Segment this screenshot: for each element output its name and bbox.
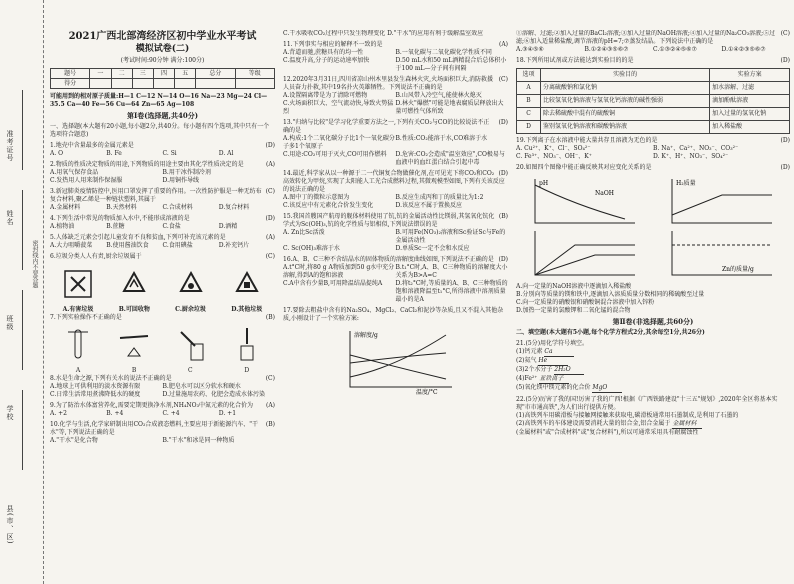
question-stem: 7.下列实验操作不正确的是 [50, 314, 122, 321]
question-answer: (B) [265, 421, 275, 428]
question-list [50, 375, 275, 445]
column-2 [283, 30, 508, 580]
recycle-labels [50, 306, 275, 314]
table-row [517, 121, 790, 134]
question-stem: 19.下列离子在水溶液中能大量共存且溶液为无色的是 [516, 137, 658, 144]
option: B.用干冰作制冷剂 [162, 169, 211, 176]
option: B."干水"和冰是同一种物质 [162, 437, 235, 444]
exp-cell: 加入稀盐酸 [710, 121, 790, 134]
option: A.图中丁的微粒示意图为 [283, 194, 350, 201]
graphs-grid [516, 175, 790, 283]
fill-item: (2)高铁列车的车体建设需要消耗大量的铝合金,铝合金属于 [516, 420, 671, 427]
question [283, 170, 508, 210]
exam-note: (考试时间:90分钟 满分:100分) [120, 57, 205, 64]
fill-item: (5)氧化镁中镁元素的化合价 [516, 384, 591, 391]
question-stem: 12.2020年3月31日,四川省凉山州木里县发生森林火灾,火场面积巨大,消防救援人员奋力扑救,其中19名扑火英雄牺牲。下列说法不正确的是 [283, 76, 493, 91]
question [50, 375, 275, 399]
fill-answer[interactable]: MgO [592, 384, 622, 393]
recycle-label: A.有害垃圾 [62, 306, 94, 313]
option: A.③④⑤⑥ [516, 46, 544, 53]
score-header: 四 [153, 69, 174, 79]
question-answer: (A) [265, 402, 275, 409]
part1-instructions: 一、选择题(本大题有20小题,每小题2分,共40分。每小题有四个选项,其中只有一个选项符合题意) [50, 123, 270, 138]
option: A.背道而驰,蔗糖具有的均一性 [283, 49, 364, 56]
pouring-icon [171, 326, 211, 364]
option: D.林火"爆燃"可能是地表腐质层释放出大量可燃性气体所致 [395, 100, 504, 115]
option: B. Fe [106, 150, 122, 157]
question [283, 307, 508, 323]
exp-cell: 比较氢氧化钠溶液与氢氧化钙溶液的碱性强弱 [541, 95, 710, 108]
option: D. Al [218, 150, 234, 157]
binding-label-county: 县(市、区) [6, 505, 14, 545]
option: B.反应生成丙和丁的质量比为1:2 [395, 194, 484, 201]
question-stem: 2.物质的性质决定物质的用途,下列物质的用途主要由其化学性质决定的是 [50, 161, 244, 168]
fill-item: (4)Fe²⁺ [516, 375, 538, 382]
question-stem: 6.垃圾分类人人有责,厨余垃圾属于 [50, 253, 142, 260]
option: A.金属材料 [50, 204, 81, 211]
option: C.食盐 [162, 223, 181, 230]
option: C. Fe³⁺、NO₃⁻、OH⁻、K⁺ [516, 153, 592, 160]
table-row [517, 95, 790, 108]
question-answer: (B) [498, 213, 508, 220]
question-21 [516, 340, 790, 393]
graph-label: Zn的质量/g [721, 266, 754, 273]
question-stem: 8.水是生命之源,下列有关水的说法不正确的是 [50, 375, 172, 382]
question-stem: 17.要除去粗盐中含有的Na₂SO₄、MgCl₂、CaCl₂和泥沙等杂质,且又不混入其他杂质,小刚设计了一个实验方案: [283, 307, 504, 322]
exp-cell: 加水溶解、过滤 [710, 82, 790, 95]
question-stem: 9.为了防治水体富营养化,需要定期更换净水剂,NH₄NO₃中氮元素的化合价为 [50, 402, 254, 409]
binding-strip [0, 0, 44, 584]
question-answer: (D) [265, 142, 275, 149]
option: D.该反应不属于置换反应 [395, 202, 463, 209]
option: A. Zn比Sc活泼 [283, 229, 325, 236]
binding-line [22, 190, 23, 270]
option: B.蔗糖 [106, 223, 125, 230]
question-stem: 16.A、B、C三种不含结晶水的固体物质的溶解度曲线如图,下列说法不正确的是 [283, 256, 494, 263]
fill-answer[interactable]: 亚铁离子 [539, 375, 569, 384]
recycle-symbols [50, 264, 275, 304]
column-1 [50, 30, 275, 580]
question-stem: ①溶解、过滤;②加入过量的BaCl₂溶液;③加入过量的NaOH溶液;④加入过量的Na₂CO₃溶液;⑤过滤;⑥加入适量稀盐酸,调节溶液的pH=7;⑦蒸发结晶。下列说法中正确的是 [516, 30, 776, 45]
option: A. O [50, 150, 64, 157]
question-answer: (B) [265, 314, 275, 321]
part1-title: 第Ⅰ卷(选择题,共40分) [126, 111, 199, 120]
graph-ab [525, 175, 645, 279]
question-22 [516, 396, 790, 437]
binding-label-school: 学校 [6, 405, 14, 421]
question [283, 213, 508, 253]
exam-subtitle: 模拟试卷(二) [135, 44, 190, 54]
score-cell[interactable] [235, 79, 274, 89]
binding-line [22, 290, 23, 370]
cut-note: 密封线内不要答题 [31, 240, 38, 288]
option: D.复合材料 [218, 204, 250, 211]
score-row-label: 得分 [51, 79, 90, 89]
question-answer: (C) [498, 76, 508, 83]
fill-item: (1)高铁列车用碳滑板与接触网接触来获取电,碳滑板通常用石墨制成,是利用了石墨的 [516, 412, 739, 419]
question [50, 142, 275, 158]
question-stem: 3.新冠肺炎疫情防控中,医用口罩发挥了重要的作用。一次性防护服是一种无纺布复合材料,聚乙烯是一种链状塑料,其属于 [50, 188, 262, 203]
option: D.50 mL水和50 mL酒精混合后总体积小于100 mL—分子间有间隔 [395, 57, 507, 72]
option: A.构成:1个二氧化碳分子比1个一氧化碳分子多1个氧原子 [283, 135, 395, 150]
score-header: 五 [175, 69, 196, 79]
option: C.A中含有少量B,可用降温结晶提纯A [283, 280, 383, 287]
question-answer: (D) [780, 57, 790, 64]
option: D.①④②③⑤⑥⑦ [721, 46, 766, 53]
exp-cell: 滴加酚酞溶液 [710, 95, 790, 108]
option: B.①②④③⑤⑥⑦ [584, 46, 629, 53]
option: D. K⁺、H⁺、NO₃⁻、SO₄²⁻ [653, 153, 729, 160]
option: A. +2 [50, 410, 67, 417]
question [50, 188, 275, 212]
fill-answer[interactable]: Ca [544, 348, 574, 357]
question-19 [516, 137, 790, 161]
option: A.向一定量的NaOH溶液中逐滴加入稀盐酸 [516, 283, 632, 290]
option: C. Si [162, 150, 177, 157]
kitchen-waste-icon [176, 269, 206, 299]
question [50, 402, 275, 418]
question [283, 256, 508, 304]
question [283, 76, 508, 116]
score-header: 二 [111, 69, 132, 79]
part2-title: 第Ⅱ卷(非选择题,共60分) [612, 317, 694, 326]
exam-title: 2021广西北部湾经济区初中学业水平考试 [68, 31, 257, 42]
test-tube-icon [58, 326, 98, 364]
score-cell[interactable] [132, 79, 153, 89]
binding-label-class: 班级 [6, 315, 14, 331]
option: A.用氧气保存食品 [50, 169, 99, 176]
question [283, 41, 508, 73]
question [50, 234, 275, 250]
exp-cell: 除去稀硫酸中混有的硫酸铜 [541, 108, 710, 121]
question-stem: 4.下列生活中常见的物质加入水中,不能形成溶液的是 [50, 215, 190, 222]
option: D.用铜作导线 [162, 177, 200, 184]
exp-cell: 鉴别氢氧化钠溶液和碳酸钠溶液 [541, 121, 710, 134]
recycle-label: D.其他垃圾 [231, 306, 263, 313]
exp-header: 选项 [517, 69, 541, 82]
binding-line [22, 390, 23, 470]
option: A.大力咀嚼菠菜 [50, 242, 93, 249]
fill-answer[interactable]: He [538, 357, 568, 366]
question-answer: (C) [265, 188, 275, 195]
question-stem: 5.人体缺乏元素会引起儿童发育不良和贫血,下列可补充该元素的是 [50, 234, 226, 241]
option: D.酒精 [218, 223, 238, 230]
option: C. Sc(OH)₃难溶于水 [283, 245, 340, 252]
question-answer: (A) [265, 161, 275, 168]
question-stem: 1.地壳中含量最多的金属元素是 [50, 142, 134, 149]
option: C.火场面积巨大、空气流动快,导致火势猛烈 [283, 100, 394, 115]
score-cell[interactable] [175, 79, 196, 89]
score-table [50, 68, 275, 89]
option: A.地球上可供利用的淡水资源有限 [50, 383, 141, 390]
fill-answer[interactable]: 2H₂O [554, 366, 584, 375]
question-list [283, 41, 508, 323]
fill-item: (3)2个水分子 [516, 366, 553, 373]
recycle-label: B.可回收物 [118, 306, 150, 313]
question [283, 119, 508, 167]
graph-label: NaOH [594, 190, 614, 197]
other-waste-icon [232, 269, 262, 299]
question [50, 253, 275, 261]
option: C.合成材料 [162, 204, 193, 211]
option: C.温度升高,分子的运动速率加快 [283, 57, 370, 64]
recycle-icon [119, 269, 149, 299]
question-stem: 11.下列事实与相应的解释不一致的是 [283, 41, 383, 48]
dropper-icon [227, 326, 267, 364]
option: B.使用酱油饮食 [106, 242, 149, 249]
lab-operation-labels [50, 367, 275, 375]
column-3 [516, 30, 790, 580]
option: D.加热一定量的氯酸钾和二氧化锰的混合物 [516, 307, 631, 314]
fill-item: (金属材料"或"合成材料"或"复合材料"),所以可通常采用具有耐腐蚀性 [516, 429, 699, 436]
exp-cell: 分离硫酸钠和氯化钠 [541, 82, 710, 95]
option: B.天然材料 [106, 204, 137, 211]
option: C.该反应中有元素化合价发生变化 [283, 202, 374, 209]
question-stem: 18.下列所用试剂或方法能达到实验目的的是 [516, 57, 634, 64]
exp-cell: A [517, 82, 541, 95]
option: C. +4 [162, 410, 180, 417]
part2-instructions: 二、填空题(本大题有5小题,每个化学方程式2分,其余每空1分,共26分) [516, 329, 705, 336]
option: D.补充钙片 [218, 242, 250, 249]
atomic-masses: 可能用到的相对原子质量:H—1 C—12 N—14 O—16 Na—23 Mg—24 Cl—35.5 Ca—40 Fe—56 Cu—64 Zn—65 Ag—108 [50, 93, 268, 108]
heating-icon [114, 326, 154, 364]
question-answer: (A) [498, 41, 508, 48]
option: A.t°C时,将80 g A物质加到50 g水中充分溶解,得到A的饱和溶液 [283, 264, 395, 279]
table-row [517, 108, 790, 121]
exp-cell: D [517, 121, 541, 134]
score-cell[interactable] [196, 79, 235, 89]
score-header: 等级 [235, 69, 274, 79]
option: C.发热用人用来制作保湿服 [50, 177, 123, 184]
question-stem: 21.(5分)用化学符号填空。 [516, 340, 589, 347]
score-cell[interactable] [90, 79, 111, 89]
option: A."干水"是化合物 [50, 437, 98, 444]
lab-label: B [131, 367, 137, 374]
question-stem: 20.如图四个图像中能正确反映其对应变化关系的是 [516, 164, 652, 171]
question-list [50, 142, 275, 261]
question-answer: (D) [265, 215, 275, 222]
option: B.一氧化碳与二氧化碳化学性质不同 [395, 49, 492, 56]
score-header: 题号 [51, 69, 90, 79]
score-header: 一 [90, 69, 111, 79]
question [50, 215, 275, 231]
lab-operations-figure [50, 325, 275, 365]
score-header: 三 [132, 69, 153, 79]
experiment-table [516, 68, 790, 134]
question [50, 421, 275, 445]
option: A.植物油 [50, 223, 75, 230]
option: B.肥皂水可以区分软水和硬水 [162, 383, 241, 390]
exp-header: 实验方案 [710, 69, 790, 82]
binding-label-name: 姓名 [6, 210, 14, 226]
question-continuation: C.干水吸收CO₂过程中只发生物理变化 D."干水"的应用有利于缓解温室效应 [283, 30, 484, 37]
score-header: 总分 [196, 69, 235, 79]
question [50, 161, 275, 185]
question-20-options [516, 283, 790, 315]
option: B. Na⁺、Ca²⁺、NO₃⁻、CO₃²⁻ [653, 145, 739, 152]
question-stem: 15.我国首艘国产航母的舰体材料使用了钪,钪的金属活动性比镁弱,其氢氧化钪化学式为Sc(OH)₃,钪的化学性质与铝相似,下列说法错误的是 [283, 213, 495, 228]
question-answer: (C) [265, 375, 275, 382]
option: B.t₁°C时,A、B、C三种物质的溶解度大小关系为B>A=C [395, 264, 508, 279]
question-answer: (D) [498, 170, 508, 177]
question-answer: (D) [498, 256, 508, 263]
option: C.向一定质量的硝酸银和硝酸铜混合溶液中加入锌粉 [516, 299, 655, 306]
question-stem: 10.化学与生活,化学家研制出用CO₂合成液态燃料,主要应用于新能源汽车、"干水"等,下列说法正确的是 [50, 421, 259, 436]
graph-label: H₂质量 [675, 180, 696, 187]
question-17-continuation [516, 30, 790, 54]
question-18 [516, 57, 790, 134]
option: B.山风带入冷空气,能使林火熄灭 [395, 92, 482, 99]
option: C.食用碘盐 [162, 242, 193, 249]
exp-cell: B [517, 95, 541, 108]
fill-answer[interactable]: 金属材料 [672, 420, 702, 429]
y-axis-label: 溶解度/g [353, 332, 378, 339]
question-answer: (D) [498, 119, 508, 126]
question-stem: 14.最近,科学家从以一种源于二一代铜复合物做催化剂,在可见光下将CO₂和CO₂高效转化为甲烷,实现了太阳能人工光合成燃料过程,其微观模型如图,下列有关该反应的说法正确的是 [283, 170, 505, 193]
table-row [517, 82, 790, 95]
lab-label: C [188, 367, 193, 374]
option: D.过量施用农药、化肥会造成水体污染 [162, 391, 266, 398]
exp-cell: C [517, 108, 541, 121]
option: B.分别向等质量的镁和铁中,逐滴加入溶质质量分数相同的稀硫酸至过量 [516, 291, 705, 298]
exp-cell: 加入过量的氢氧化钠 [710, 108, 790, 121]
score-cell[interactable] [153, 79, 174, 89]
binding-line [22, 90, 23, 170]
score-cell[interactable] [111, 79, 132, 89]
question-stem: 13."归纳与比较"是学习化学重要方法之一,下列有关CO₂与CO的比较说法不正确的是 [283, 119, 490, 134]
option: B.可用Fe(NO₃)₂溶液和Sc验证Sc与Fe的金属活动性 [395, 229, 506, 244]
fill-item: (1)钙元素 [516, 348, 543, 355]
question-answer: (A) [265, 234, 275, 241]
option: A.设置隔离带是为了清除可燃物 [283, 92, 368, 99]
fill-item: (2)氦气 [516, 357, 537, 364]
question-answer: (D) [780, 137, 790, 144]
option: B.性质:CO₂能溶于水,CO难溶于水 [395, 135, 488, 142]
lab-label: A [75, 367, 81, 374]
question-answer: (C) [780, 30, 790, 37]
question-stem: 22.(5分)厉害了我的国!厉害了我的广西!根据《广西铁路建设"十三五"规划》,2020年全区将基本实现"市市通高铁",为人们出行提供方便。 [516, 396, 778, 411]
option: D.单质Sc一定不会和水反应 [395, 245, 470, 252]
exp-header: 实验目的 [541, 69, 710, 82]
x-axis-label: 温度/°C [415, 389, 438, 395]
question-answer: (D) [780, 164, 790, 171]
option: D. +1 [218, 410, 237, 417]
recycle-label: C.厨余垃圾 [175, 306, 206, 313]
option: C.用途:CO₂可用于灭火,CO可用作燃料 [283, 151, 387, 158]
solubility-chart [283, 326, 508, 396]
solubility-curve [336, 327, 456, 395]
hazard-icon [63, 269, 93, 299]
question-20 [516, 164, 790, 172]
graph-label: pH [538, 180, 548, 187]
option: A. Cu²⁺、K⁺、Cl⁻、SO₄²⁻ [516, 145, 591, 152]
graph-cd [662, 175, 782, 279]
question [50, 314, 275, 322]
option: C.日常生活常用煮沸降低水的硬度 [50, 391, 141, 398]
option: B. +4 [106, 410, 124, 417]
question-answer: (C) [265, 253, 275, 260]
option: C.①③②④⑤⑥⑦ [653, 46, 697, 53]
binding-label-id: 准考证号 [6, 130, 14, 162]
option: D.危害:CO₂会造成"温室效应",CO极易与血液中的血红蛋白结合引起中毒 [395, 151, 505, 166]
option: D.将t₂°C时,等质量的A、B、C三种物质的饱和溶液降温至t₁°C,所得溶液中溶剂质量最小的是A [395, 280, 508, 303]
lab-label: D [244, 367, 250, 374]
